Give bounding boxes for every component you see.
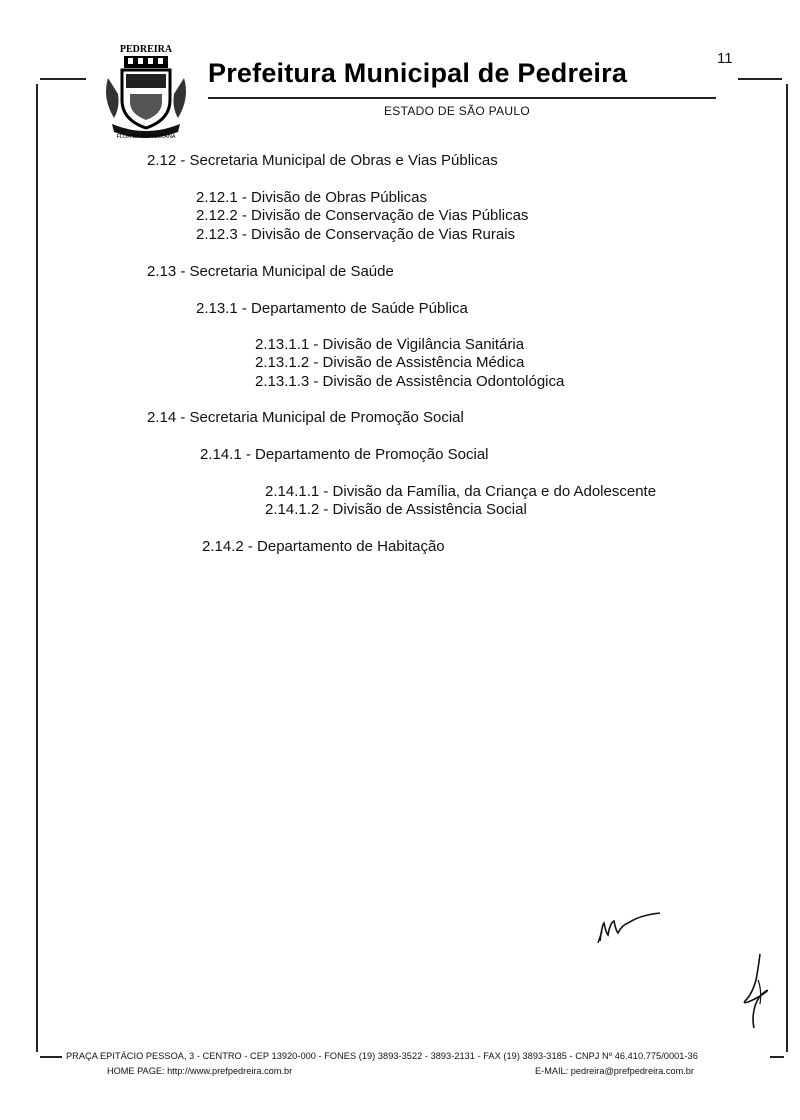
page-number: 11 [717, 50, 733, 67]
page-subtitle: ESTADO DE SÃO PAULO [384, 104, 530, 118]
list-item-subsection: 2.14.1 - Departamento de Promoção Social [200, 446, 489, 463]
handwritten-initials-signature [592, 905, 664, 945]
frame-right-line [786, 84, 788, 1052]
list-item-section: 2.13 - Secretaria Municipal de Saúde [147, 263, 394, 280]
title-underline [208, 97, 716, 99]
list-item-subsection: 2.12.2 - Divisão de Conservação de Vias Públicas [196, 207, 529, 224]
crest-bottom-text: FLOR DA PORCELANA [116, 134, 176, 140]
frame-top-right-line [738, 78, 782, 80]
frame-top-left-line [40, 78, 86, 80]
list-item-division: 2.13.1.1 - Divisão de Vigilância Sanitária [255, 336, 525, 353]
page-title: Prefeitura Municipal de Pedreira [208, 58, 628, 88]
footer-email: E-MAIL: pedreira@prefpedreira.com.br [535, 1066, 694, 1076]
list-item-subsection: 2.14.2 - Departamento de Habitação [202, 538, 445, 555]
list-item-subsection: 2.12.3 - Divisão de Conservação de Vias Rurais [196, 226, 516, 243]
frame-left-line [36, 84, 38, 1052]
footer-homepage: HOME PAGE: http://www.prefpedreira.com.br [107, 1066, 293, 1076]
list-item-section: 2.14 - Secretaria Municipal de Promoção Social [147, 409, 464, 426]
frame-bottom-right-line [770, 1056, 784, 1058]
list-item-division: 2.13.1.3 - Divisão de Assistência Odontológica [255, 373, 565, 390]
frame-bottom-left-line [40, 1056, 62, 1058]
coat-of-arms-crest-icon [100, 38, 192, 146]
list-item-subsection: 2.12.1 - Divisão de Obras Públicas [196, 189, 427, 206]
list-item-subsection: 2.13.1 - Departamento de Saúde Pública [196, 300, 468, 317]
list-item-division: 2.13.1.2 - Divisão de Assistência Médica [255, 354, 525, 371]
handwritten-rubric-signature [736, 950, 776, 1030]
list-item-section: 2.12 - Secretaria Municipal de Obras e Vias Públicas [147, 152, 498, 169]
list-item-division: 2.14.1.1 - Divisão da Família, da Criança e do Adolescente [265, 483, 657, 500]
list-item-division: 2.14.1.2 - Divisão de Assistência Social [265, 501, 527, 518]
crest-top-text: PEDREIRA [119, 44, 173, 55]
footer-address: PRAÇA EPITÁCIO PESSOA, 3 - CENTRO - CEP 13920-000 - FONES (19) 3893-3522 - 3893-2131 - FAX (19) 3893-3185 - CNPJ Nº 46.410.775/0001-36 [66, 1051, 698, 1061]
